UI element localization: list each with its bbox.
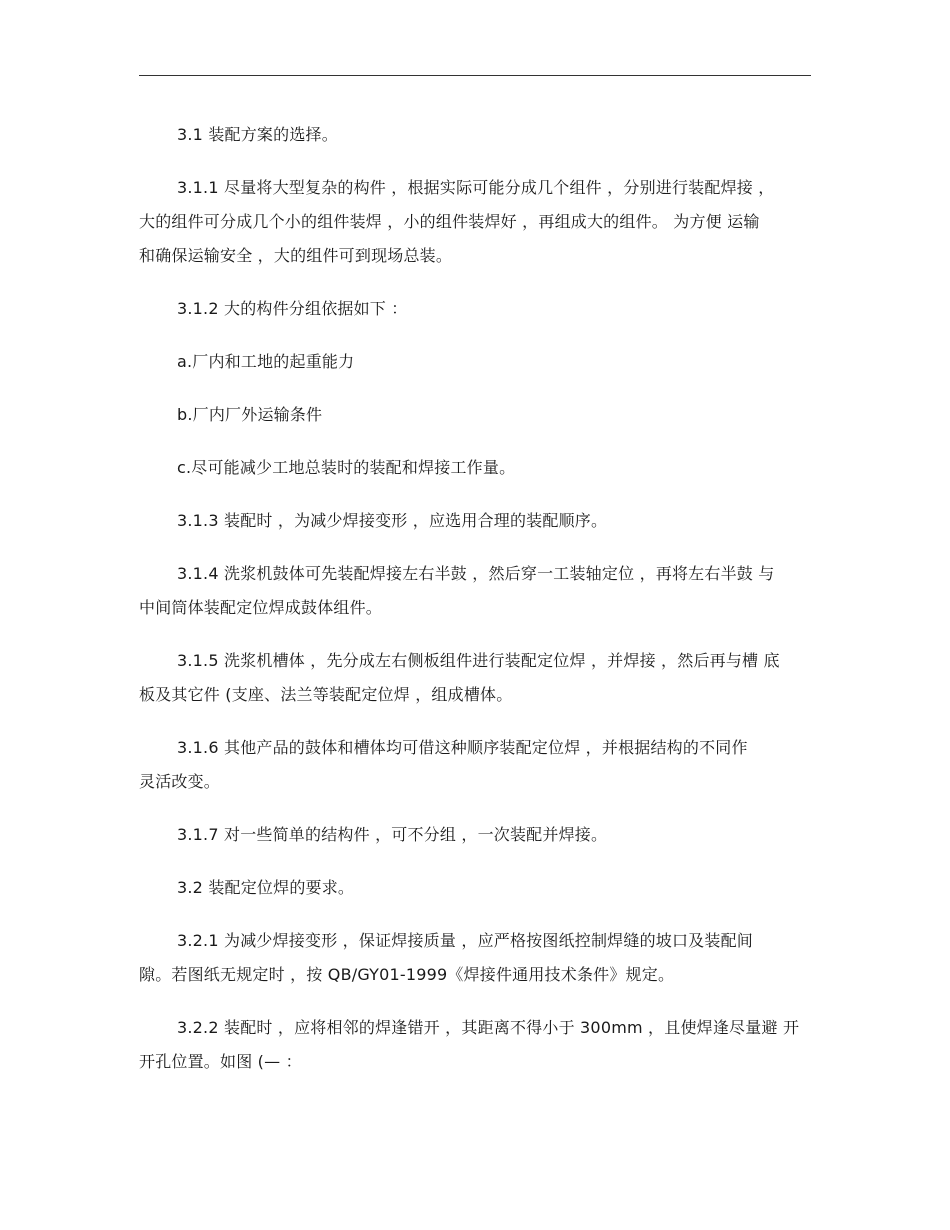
paragraph-line: 3.1.7 对一些简单的结构件 ，可不分组 ，一次装配并焊接。 [177,825,608,844]
paragraph [139,1011,811,1079]
paragraph-line: 3.2 装配定位焊的要求。 [177,878,355,897]
paragraph [139,644,811,712]
paragraph-line: 大的组件可分成几个小的组件装焊 ，小的组件装焊好 ，再组成大的组件。 为方便 运输 [139,212,760,231]
document-body [139,118,811,1098]
paragraph-line: b.厂内厂外运输条件 [177,405,323,424]
paragraph-line: 3.1 装配方案的选择。 [177,125,338,144]
paragraph-line: 隙。若图纸无规定时 ，按 QB/GY01-1999《焊接件通用技术条件》规定。 [139,965,675,984]
paragraph [139,924,811,992]
paragraph [139,871,811,905]
paragraph-line: 3.1.3 装配时 ，为减少焊接变形 ，应选用合理的装配顺序。 [177,511,608,530]
paragraph-line: 3.1.4 洗浆机鼓体可先装配焊接左右半鼓 ，然后穿一工装轴定位 ，再将左右半鼓 与 [177,564,775,583]
paragraph [139,118,811,152]
paragraph-line: 开孔位置。如图 (— ： [139,1052,302,1071]
paragraph-line: 灵活改变。 [139,772,221,791]
paragraph-line: 3.2.2 装配时 ，应将相邻的焊逢错开 ，其距离不得小于 300mm ，且使焊逢尽量避 开 [177,1018,800,1037]
paragraph-line: 3.1.5 洗浆机槽体 ，先分成左右侧板组件进行装配定位焊 ，并焊接 ，然后再与槽 底 [177,651,780,670]
paragraph-line: 板及其它件 (支座、法兰等装配定位焊 ，组成槽体。 [139,685,513,704]
paragraph-line: 3.2.1 为减少焊接变形 ，保证焊接质量 ，应严格按图纸控制焊缝的坡口及装配间 [177,931,753,950]
header-rule [139,75,811,76]
paragraph [139,504,811,538]
paragraph [139,557,811,625]
paragraph [139,398,811,432]
paragraph-line: 中间筒体装配定位焊成鼓体组件。 [139,598,383,617]
paragraph-line: 3.1.2 大的构件分组依据如下 ： [177,299,408,318]
paragraph [139,818,811,852]
paragraph [139,345,811,379]
paragraph [139,171,811,273]
paragraph-line: 和确保运输安全 ，大的组件可到现场总装。 [139,246,453,265]
paragraph-line: 3.1.1 尽量将大型复杂的构件 ，根据实际可能分成几个组件 ，分别进行装配焊接 ， [177,178,775,197]
paragraph [139,731,811,799]
paragraph-line: c.尽可能减少工地总装时的装配和焊接工作量。 [177,458,516,477]
paragraph-line: 3.1.6 其他产品的鼓体和槽体均可借这种顺序装配定位焊 ，并根据结构的不同作 [177,738,748,757]
paragraph [139,451,811,485]
paragraph-line: a.厂内和工地的起重能力 [177,352,355,371]
paragraph [139,292,811,326]
